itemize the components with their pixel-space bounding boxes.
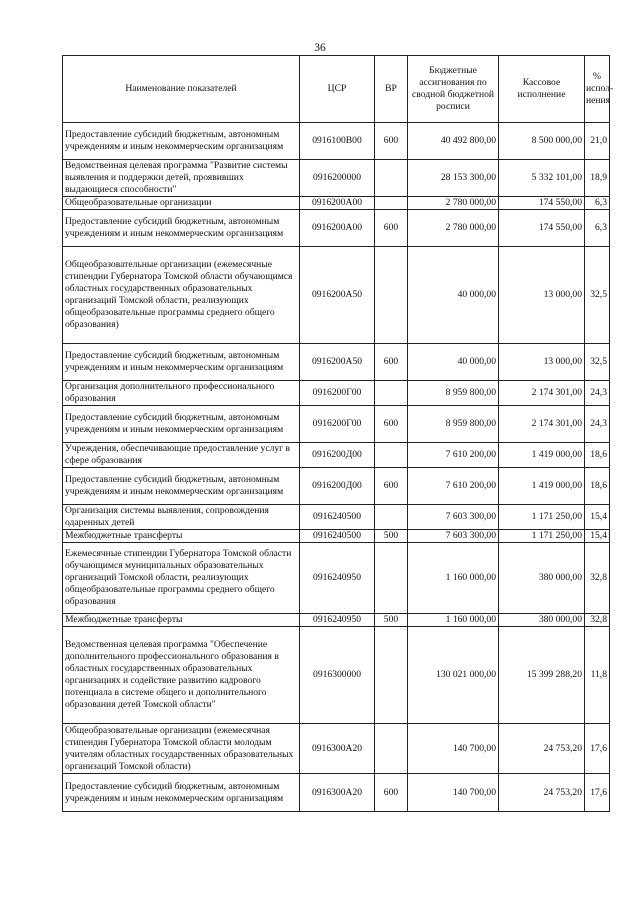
row-percent-cell: 24,3 — [585, 406, 610, 443]
row-vr-cell: 600 — [375, 123, 408, 160]
row-vr-cell: 600 — [375, 344, 408, 381]
table-row — [63, 724, 610, 774]
row-assignments-cell: 130 021 000,00 — [408, 627, 499, 724]
row-csr-cell: 0916300А20 — [300, 774, 375, 812]
row-name-cell: Межбюджетные трансферты — [63, 614, 300, 627]
table-row — [63, 210, 610, 247]
row-percent-cell: 17,6 — [585, 774, 610, 812]
row-vr-cell: 500 — [375, 614, 408, 627]
row-percent-cell: 32,5 — [585, 344, 610, 381]
row-cash-cell: 15 399 288,20 — [499, 627, 585, 724]
table-row — [63, 344, 610, 381]
row-name-cell: Предоставление субсидий бюджетным, автономным учреждениям и иным некоммерческим организациям — [63, 123, 300, 160]
row-csr-cell: 0916200Д00 — [300, 443, 375, 468]
row-assignments-cell: 8 959 800,00 — [408, 406, 499, 443]
row-assignments-cell: 7 610 200,00 — [408, 443, 499, 468]
row-vr-cell — [375, 627, 408, 724]
row-cash-cell: 380 000,00 — [499, 543, 585, 614]
row-percent-cell: 21,0 — [585, 123, 610, 160]
row-csr-cell: 0916240500 — [300, 505, 375, 530]
row-cash-cell: 2 174 301,00 — [499, 406, 585, 443]
row-assignments-cell: 40 000,00 — [408, 344, 499, 381]
row-assignments-cell: 40 000,00 — [408, 247, 499, 344]
header-cash: Кассовое исполнение — [499, 56, 585, 123]
row-cash-cell: 24 753,20 — [499, 724, 585, 774]
row-csr-cell: 0916300000 — [300, 627, 375, 724]
row-name-cell: Межбюджетные трансферты — [63, 530, 300, 543]
row-name-cell: Общеобразовательные организации (ежемесячные стипендии Губернатора Томской области обучающимся областных государственных образовательных организаций Томской области, реализующих общеобразовательные программы среднего общего образования) — [63, 247, 300, 344]
row-vr-cell: 500 — [375, 530, 408, 543]
row-cash-cell: 174 550,00 — [499, 197, 585, 210]
row-assignments-cell: 2 780 000,00 — [408, 210, 499, 247]
table-row — [63, 627, 610, 724]
row-name-cell: Предоставление субсидий бюджетным, автономным учреждениям и иным некоммерческим организациям — [63, 774, 300, 812]
row-vr-cell — [375, 381, 408, 406]
row-name-cell: Учреждения, обеспечивающие предоставление услуг в сфере образования — [63, 443, 300, 468]
row-name-cell: Предоставление субсидий бюджетным, автономным учреждениям и иным некоммерческим организациям — [63, 468, 300, 505]
row-name-cell: Общеобразовательные организации — [63, 197, 300, 210]
row-name-cell: Предоставление субсидий бюджетным, автономным учреждениям и иным некоммерческим организациям — [63, 406, 300, 443]
row-name-cell: Ведомственная целевая программа "Развитие системы выявления и поддержки детей, проявивших выдающиеся способности" — [63, 160, 300, 197]
row-assignments-cell: 7 603 300,00 — [408, 530, 499, 543]
row-csr-cell: 0916200Д00 — [300, 468, 375, 505]
header-percent: % испол-нения — [585, 56, 610, 123]
row-cash-cell: 5 332 101,00 — [499, 160, 585, 197]
table-row — [63, 406, 610, 443]
row-percent-cell: 32,8 — [585, 614, 610, 627]
row-percent-cell: 17,6 — [585, 724, 610, 774]
row-assignments-cell: 40 492 800,00 — [408, 123, 499, 160]
row-vr-cell — [375, 543, 408, 614]
row-cash-cell: 1 171 250,00 — [499, 530, 585, 543]
row-percent-cell: 6,3 — [585, 197, 610, 210]
row-assignments-cell: 8 959 800,00 — [408, 381, 499, 406]
row-percent-cell: 18,9 — [585, 160, 610, 197]
row-name-cell: Общеобразовательные организации (ежемесячная стипендия Губернатора Томской области молодым учителям областных государственных образовательных организаций Томской области) — [63, 724, 300, 774]
row-assignments-cell: 140 700,00 — [408, 724, 499, 774]
table-row — [63, 614, 610, 627]
row-cash-cell: 24 753,20 — [499, 774, 585, 812]
row-assignments-cell: 28 153 300,00 — [408, 160, 499, 197]
row-vr-cell: 600 — [375, 406, 408, 443]
row-cash-cell: 2 174 301,00 — [499, 381, 585, 406]
row-name-cell: Ведомственная целевая программа "Обеспечение дополнительного профессионального образования в областных государственных образовательных организациях и содействие развитию кадрового потенциала в системе общего и дополнительного образования детей Томской области" — [63, 627, 300, 724]
row-name-cell: Ежемесячные стипендии Губернатора Томской области обучающимся муниципальных образовательных организаций Томской области, реализующих общеобразовательные программы среднего общего образования — [63, 543, 300, 614]
table-row — [63, 381, 610, 406]
row-percent-cell: 32,8 — [585, 543, 610, 614]
row-name-cell: Организация дополнительного профессионального образования — [63, 381, 300, 406]
table-row — [63, 247, 610, 344]
row-name-cell: Предоставление субсидий бюджетным, автономным учреждениям и иным некоммерческим организациям — [63, 210, 300, 247]
table-header-row — [63, 56, 610, 123]
row-vr-cell — [375, 197, 408, 210]
page-number: 36 — [314, 42, 326, 54]
row-percent-cell: 32,5 — [585, 247, 610, 344]
row-csr-cell: 0916240950 — [300, 543, 375, 614]
row-cash-cell: 13 000,00 — [499, 247, 585, 344]
row-cash-cell: 380 000,00 — [499, 614, 585, 627]
row-name-cell: Организация системы выявления, сопровождения одаренных детей — [63, 505, 300, 530]
table-row — [63, 123, 610, 160]
row-vr-cell: 600 — [375, 210, 408, 247]
row-vr-cell — [375, 160, 408, 197]
header-assignments: Бюджетные ассигнования по сводной бюджетной росписи — [408, 56, 499, 123]
row-assignments-cell: 140 700,00 — [408, 774, 499, 812]
row-percent-cell: 15,4 — [585, 530, 610, 543]
row-csr-cell: 0916200Г00 — [300, 406, 375, 443]
row-assignments-cell: 7 603 300,00 — [408, 505, 499, 530]
row-percent-cell: 6,3 — [585, 210, 610, 247]
row-cash-cell: 1 419 000,00 — [499, 468, 585, 505]
row-csr-cell: 0916240950 — [300, 614, 375, 627]
header-csr: ЦСР — [300, 56, 375, 123]
row-percent-cell: 24,3 — [585, 381, 610, 406]
row-percent-cell: 11,8 — [585, 627, 610, 724]
row-vr-cell — [375, 505, 408, 530]
row-assignments-cell: 1 160 000,00 — [408, 543, 499, 614]
row-percent-cell: 18,6 — [585, 468, 610, 505]
row-vr-cell — [375, 443, 408, 468]
table-row — [63, 197, 610, 210]
row-vr-cell: 600 — [375, 468, 408, 505]
row-csr-cell: 0916200А50 — [300, 344, 375, 381]
row-csr-cell: 0916200000 — [300, 160, 375, 197]
table-row — [63, 774, 610, 812]
row-percent-cell: 18,6 — [585, 443, 610, 468]
row-name-cell: Предоставление субсидий бюджетным, автономным учреждениям и иным некоммерческим организациям — [63, 344, 300, 381]
row-cash-cell: 13 000,00 — [499, 344, 585, 381]
row-csr-cell: 0916200Г00 — [300, 381, 375, 406]
row-vr-cell — [375, 247, 408, 344]
row-cash-cell: 1 419 000,00 — [499, 443, 585, 468]
header-vr: ВР — [375, 56, 408, 123]
table-row — [63, 468, 610, 505]
table-row — [63, 530, 610, 543]
row-vr-cell — [375, 724, 408, 774]
row-cash-cell: 8 500 000,00 — [499, 123, 585, 160]
table-row — [63, 160, 610, 197]
row-assignments-cell: 7 610 200,00 — [408, 468, 499, 505]
row-assignments-cell: 2 780 000,00 — [408, 197, 499, 210]
row-cash-cell: 1 171 250,00 — [499, 505, 585, 530]
table-row — [63, 443, 610, 468]
table-row — [63, 505, 610, 530]
header-name: Наименование показателей — [63, 56, 300, 123]
row-vr-cell: 600 — [375, 774, 408, 812]
table-row — [63, 543, 610, 614]
row-csr-cell: 0916300А20 — [300, 724, 375, 774]
row-csr-cell: 0916200А50 — [300, 247, 375, 344]
row-csr-cell: 0916200А00 — [300, 210, 375, 247]
row-csr-cell: 0916100В00 — [300, 123, 375, 160]
row-csr-cell: 0916200А00 — [300, 197, 375, 210]
row-percent-cell: 15,4 — [585, 505, 610, 530]
row-assignments-cell: 1 160 000,00 — [408, 614, 499, 627]
budget-execution-table — [62, 55, 614, 812]
row-cash-cell: 174 550,00 — [499, 210, 585, 247]
row-csr-cell: 0916240500 — [300, 530, 375, 543]
